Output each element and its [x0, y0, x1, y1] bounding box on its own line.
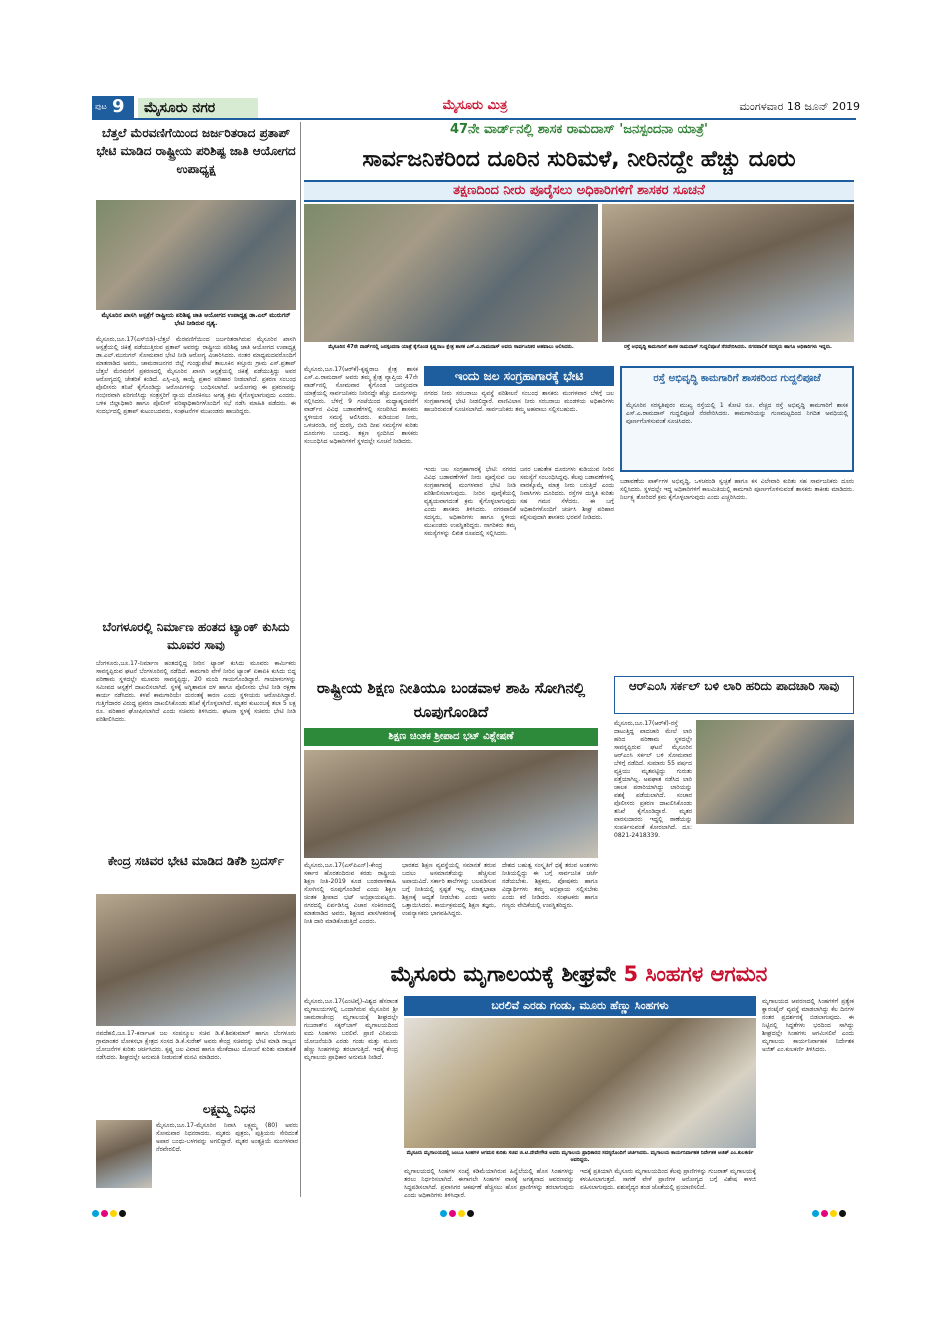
nep-body-col3: ದೇಶದ ಬಹುತ್ವ ಸಂಸ್ಕೃತಿಗೆ ಧಕ್ಕೆ ತರುವ ಅಂಶಗಳು ನೀತಿಯಲ್ಲಿದ್ದು ಈ ಬಗ್ಗೆ ಸಾರ್ವಜನಿಕ ಚರ್ಚೆ ನಡೆಯಬೇಕು. ಶಿಕ್ಷಕರು, ಪೋಷಕರು ಹಾಗೂ ವಿದ್ಯಾರ್ಥಿಗಳು ತಮ್ಮ ಅಭಿಪ್ರಾಯ ಸಲ್ಲಿಸಬೇಕು ಎಂದು ಕರೆ ನೀಡಿದರು. ಸಂಘಟಕರು ಹಾಗೂ ಗಣ್ಯರು ವೇದಿಕೆಯಲ್ಲಿ ಉಪಸ್ಥಿತರಿದ್ದರು. [502, 862, 598, 909]
lead-box-headline: ರಸ್ತೆ ಅಭಿವೃದ್ಧಿ ಕಾಮಗಾರಿಗೆ ಶಾಸಕರಿಂದ ಗುದ್ದಲಿಪೂಜೆ [653, 373, 821, 384]
page-tag [92, 96, 134, 118]
cyan-mark [92, 1210, 99, 1217]
lead-box-body: ಮೈಸೂರಿನ ಸರಸ್ವತಿಪುರಂ ಮುಖ್ಯ ರಸ್ತೆಯಲ್ಲಿ 1 ಕೋಟಿ ರೂ. ವೆಚ್ಚದ ರಸ್ತೆ ಅಭಿವೃದ್ಧಿ ಕಾಮಗಾರಿಗೆ ಶಾಸಕ ಎಸ್.ಎ.ರಾಮದಾಸ್ ಗುದ್ದಲಿಪೂಜೆ ನೆರವೇರಿಸಿದರು. ಕಾಮಗಾರಿಯನ್ನು ಗುಣಮಟ್ಟದಿಂದ ನಿಗದಿತ ಅವಧಿಯಲ್ಲಿ ಪೂರ್ಣಗೊಳಿಸುವಂತೆ ಸೂಚಿಸಿದರು. [626, 402, 848, 425]
lead-caption-right: ರಸ್ತೆ ಅಭಿವೃದ್ಧಿ ಕಾಮಗಾರಿಗೆ ಶಾಸಕ ರಾಮದಾಸ್ ಗುದ್ದಲಿಪೂಜೆ ನೆರವೇರಿಸಿದರು. ನಗರಪಾಲಿಕೆ ಸದಸ್ಯರು ಹಾಗೂ ಅಧಿಕಾರಿಗಳು ಇದ್ದರು. [624, 344, 832, 350]
lead-subhead: ತಕ್ಷಣದಿಂದ ನೀರು ಪೂರೈಸಲು ಅಧಿಕಾರಿಗಳಿಗೆ ಶಾಸಕರ ಸೂಚನೆ [304, 180, 854, 202]
zoo-headline-part1: ಮೈಸೂರು ಮೃಗಾಲಯಕ್ಕೆ ಶೀಘ್ರವೇ [390, 962, 617, 986]
masthead: ಮೈಸೂರು ಮಿತ್ರ [442, 98, 508, 113]
lead-body-col1: ಮೈಸೂರು,ಜೂ.17(ಆರ್‌ಕೆ)-ಕೃಷ್ಣರಾಜ ಕ್ಷೇತ್ರ ಶಾಸಕ ಎಸ್.ಎ.ರಾಮದಾಸ್ ಅವರು ತಮ್ಮ ಕ್ಷೇತ್ರ ವ್ಯಾಪ್ತಿಯ 47ನೇ ವಾರ್ಡ್‌ನಲ್ಲಿ ಸೋಮವಾರ ಕೈಗೊಂಡ ಜನಸ್ಪಂದನಾ ಯಾತ್ರೆಯಲ್ಲಿ ಸಾರ್ವಜನಿಕರು ನೀರಿನದ್ದೇ ಹೆಚ್ಚು ದೂರುಗಳನ್ನು ಸಲ್ಲಿಸಿದರು. ಬೆಳಿಗ್ಗೆ 9 ಗಂಟೆಯಿಂದ ಮಧ್ಯಾಹ್ನದವರೆಗೆ ವಾರ್ಡ್‌ನ ವಿವಿಧ ಬಡಾವಣೆಗಳಲ್ಲಿ ಸಂಚರಿಸಿದ ಶಾಸಕರು ಸ್ಥಳೀಯರ ಸಮಸ್ಯೆ ಆಲಿಸಿದರು. ಕುಡಿಯುವ ನೀರು, ಒಳಚರಂಡಿ, ರಸ್ತೆ ದುರಸ್ತಿ, ಬೀದಿ ದೀಪ ಸಮಸ್ಯೆಗಳ ಕುರಿತು ದೂರುಗಳು ಬಂದವು. ತಕ್ಷಣ ಸ್ಪಂದಿಸಿದ ಶಾಸಕರು ಸಂಬಂಧಿಸಿದ ಅಧಿಕಾರಿಗಳಿಗೆ ಸ್ಥಳದಲ್ಲೇ ಸೂಚನೆ ನೀಡಿದರು. [304, 366, 418, 445]
magenta-mark [101, 1210, 108, 1217]
zoo-body-col2: ಮೃಗಾಲಯದಲ್ಲಿ ಸಿಂಹಗಳ ಸಂಖ್ಯೆ ಕಡಿಮೆಯಾಗಿರುವ ಹಿನ್ನೆಲೆಯಲ್ಲಿ ಹೊಸ ಸಿಂಹಗಳನ್ನು ತರಲು ನಿರ್ಧರಿಸಲಾಗಿದೆ. ಈಗಾಗಲೇ ಸಿಂಹಗಳ ವಾಸಕ್ಕೆ ಅಗತ್ಯವಾದ ಆವರಣವನ್ನು ಸಿದ್ಧಪಡಿಸಲಾಗಿದೆ. ಪ್ರವಾಸಿಗರ ಆಕರ್ಷಣೆ ಹೆಚ್ಚಿಸಲು ಹೊಸ ಪ್ರಾಣಿಗಳನ್ನು ತರಲಾಗುವುದು ಎಂದು ಅಧಿಕಾರಿಗಳು ತಿಳಿಸಿದ್ದಾರೆ. [404, 1168, 574, 1198]
zoo-headline-part2: 5 ಸಿಂಹಗಳ ಆಗಮನ [623, 962, 768, 986]
lead-headline: ಸಾರ್ವಜನಿಕರಿಂದ ದೂರಿನ ಸುರಿಮಳೆ, ನೀರಿನದ್ದೇ ಹೆಚ್ಚು ದೂರು [362, 147, 796, 172]
lead-photo-right [602, 204, 854, 342]
accident-headline: ಆರ್‌ಎಂಸಿ ಸರ್ಕಲ್ ಬಳಿ ಲಾರಿ ಹರಿದು ಪಾದಚಾರಿ ಸಾವು [614, 676, 854, 714]
left-column-divider [300, 122, 301, 1197]
cyan-mark [812, 1210, 819, 1217]
lead-body-col3: ಜನರ ಬಹುತೇಕ ದೂರುಗಳು ಕುಡಿಯುವ ನೀರಿನ ಸಮಸ್ಯೆಗೆ ಸಂಬಂಧಿಸಿದ್ದವು. ಕೆಲವು ಬಡಾವಣೆಗಳಲ್ಲಿ ವಾರಕ್ಕೊಮ್ಮೆ ಮಾತ್ರ ನೀರು ಬರುತ್ತಿದೆ ಎಂದು ನಿವಾಸಿಗಳು ದೂರಿದರು. ರಸ್ತೆಗಳ ದುಸ್ಥಿತಿ ಕುರಿತು ಸಹ ಗಮನ ಸೆಳೆದರು. ಈ ಬಗ್ಗೆ ಅಧಿಕಾರಿಗಳೊಂದಿಗೆ ಚರ್ಚಿಸಿ ಶೀಘ್ರ ಪರಿಹಾರ ಕಲ್ಪಿಸುವುದಾಗಿ ಶಾಸಕರು ಭರವಸೆ ನೀಡಿದರು. [520, 466, 614, 521]
zoo-subhead: ಬರಲಿವೆ ಎರಡು ಗಂಡು, ಮೂರು ಹೆಣ್ಣು ಸಿಂಹಗಳು [404, 996, 756, 1016]
zoo-body-col4: ಮೃಗಾಲಯದ ಆವರಣದಲ್ಲಿ ಸಿಂಹಗಳಿಗೆ ಪ್ರತ್ಯೇಕ ಕ್ವಾರಂಟೈನ್ ವ್ಯವಸ್ಥೆ ಮಾಡಲಾಗಿದ್ದು ಕೆಲ ದಿನಗಳ ನಂತರ ಪ್ರದರ್ಶನಕ್ಕೆ ಬಿಡಲಾಗುವುದು. ಈ ನಿಟ್ಟಿನಲ್ಲಿ ಸಿದ್ಧತೆಗಳು ಭರದಿಂದ ಸಾಗಿದ್ದು ಶೀಘ್ರದಲ್ಲೇ ಸಿಂಹಗಳು ಆಗಮಿಸಲಿವೆ ಎಂದು ಮೃಗಾಲಯ ಕಾರ್ಯನಿರ್ವಾಹಕ ನಿರ್ದೇಶಕ ಅಜಿತ್ ಎಂ.ಕುಲಕರ್ಣಿ ತಿಳಿಸಿದರು. [762, 998, 854, 1053]
nep-subhead: ಶಿಕ್ಷಣ ಚಿಂತಕ ಶ್ರೀಪಾದ ಭಟ್ ವಿಶ್ಲೇಷಣೆ [304, 728, 598, 746]
nep-body-col2: ಭಾರತದ ಶಿಕ್ಷಣ ವ್ಯವಸ್ಥೆಯಲ್ಲಿ ಸಮಾನತೆ ತರುವ ಬದಲು ಅಸಮಾನತೆಯನ್ನು ಹೆಚ್ಚಿಸುವ ಅಪಾಯವಿದೆ. ಸರ್ಕಾರಿ ಶಾಲೆಗಳನ್ನು ಬಲಪಡಿಸುವ ಬಗ್ಗೆ ನೀತಿಯಲ್ಲಿ ಸ್ಪಷ್ಟತೆ ಇಲ್ಲ. ಮಾತೃಭಾಷಾ ಶಿಕ್ಷಣಕ್ಕೆ ಆದ್ಯತೆ ನೀಡಬೇಕು ಎಂದು ಅವರು ಒತ್ತಾಯಿಸಿದರು. ಕಾರ್ಯಕ್ರಮದಲ್ಲಿ ಶಿಕ್ಷಣ ತಜ್ಞರು, ಉಪನ್ಯಾಸಕರು ಭಾಗವಹಿಸಿದ್ದರು. [402, 862, 496, 917]
left-dk-photo [96, 894, 296, 1026]
lead-inset-body: ನಗರದ ನೀರು ಸರಬರಾಜು ವ್ಯವಸ್ಥೆ ಪರಿಶೀಲನೆ ಸಂಬಂಧ ಶಾಸಕರು ಮಂಗಳವಾರ ಬೆಳಿಗ್ಗೆ ಜಲ ಸಂಗ್ರಹಾಗಾರಕ್ಕೆ ಭೇಟಿ ನೀಡಲಿದ್ದಾರೆ. ವಾಣಿವಿಲಾಸ ನೀರು ಸರಬರಾಜು ಮಂಡಳಿಯ ಅಧಿಕಾರಿಗಳು ಹಾಜರಿರುವಂತೆ ಸೂಚಿಸಲಾಗಿದೆ. ಸಾರ್ವಜನಿಕರು ತಮ್ಮ ಅಹವಾಲು ಸಲ್ಲಿಸಬಹುದು. [424, 390, 614, 413]
lead-body-col2: ಇಂದು ಜಲ ಸಂಗ್ರಹಾಗಾರಕ್ಕೆ ಭೇಟಿ: ನಗರದ ವಿವಿಧ ಬಡಾವಣೆಗಳಿಗೆ ನೀರು ಪೂರೈಸುವ ಜಲ ಸಂಗ್ರಹಾಗಾರಕ್ಕೆ ಮಂಗಳವಾರ ಭೇಟಿ ನೀಡಿ ಪರಿಶೀಲಿಸಲಾಗುವುದು. ನೀರಿನ ಪೂರೈಕೆಯಲ್ಲಿ ವ್ಯತ್ಯಯವಾಗದಂತೆ ಕ್ರಮ ಕೈಗೊಳ್ಳಲಾಗುವುದು ಎಂದು ಶಾಸಕರು ತಿಳಿಸಿದರು. ನಗರಪಾಲಿಕೆ ಸದಸ್ಯರು, ಅಧಿಕಾರಿಗಳು ಹಾಗೂ ಸ್ಥಳೀಯ ಮುಖಂಡರು ಉಪಸ್ಥಿತರಿದ್ದರು. ನಾಗರಿಕರು ತಮ್ಮ ಸಮಸ್ಯೆಗಳನ್ನು ಲಿಖಿತ ರೂಪದಲ್ಲಿ ಸಲ್ಲಿಸಿದರು. [424, 466, 516, 537]
left-dk-headline: ಕೇಂದ್ರ ಸಚಿವರ ಭೇಟಿ ಮಾಡಿದ ಡಿಕೆಶಿ ಬ್ರದರ್ಸ್ [107, 854, 285, 868]
yellow-mark [830, 1210, 837, 1217]
lead-box [620, 366, 854, 472]
left-top-body: ಮೈಸೂರು,ಜೂ.17(ಎಸ್‌ಬಿಡಿ)-ಬೆತ್ತಲೆ ಮೆರವಣಿಗೆಯಿಂದ ಜರ್ಜರಿತರಾಗಿರುವ ಮೈಸೂರಿನ ಖಾಸಗಿ ಆಸ್ಪತ್ರೆಯಲ್ಲಿ ಚಿಕಿತ್ಸೆ ಪಡೆಯುತ್ತಿರುವ ಪ್ರತಾಪ್ ಅವರನ್ನು ರಾಷ್ಟ್ರೀಯ ಪರಿಶಿಷ್ಟ ಜಾತಿ ಆಯೋಗದ ಉಪಾಧ್ಯಕ್ಷ ಡಾ.ಎಲ್.ಮುರುಗನ್ ಸೋಮವಾರ ಭೇಟಿ ನೀಡಿ ಆರೋಗ್ಯ ವಿಚಾರಿಸಿದರು. ನಂತರ ಮಾಧ್ಯಮದವರೊಂದಿಗೆ ಮಾತನಾಡಿದ ಅವರು, ಚಾಮರಾಜನಗರ ಜಿಲ್ಲೆ ಗುಂಡ್ಲುಪೇಟೆ ತಾಲೂಕಿನ ಕಸ್ತೂರು ಗ್ರಾಮ ಎಸ್.ಪ್ರತಾಪ್ ಬೆತ್ತಲೆ ಮೆರವಣಿಗೆ ಪ್ರಕರಣದಲ್ಲಿ ಮೈಸೂರಿನ ಖಾಸಗಿ ಆಸ್ಪತ್ರೆಯಲ್ಲಿ ಚಿಕಿತ್ಸೆ ಪಡೆಯುತ್ತಿದ್ದು ಅವರ ಆರೋಗ್ಯದಲ್ಲಿ ಚೇತರಿಕೆ ಕಂಡಿದೆ. ಎಸ್ಸಿ-ಎಸ್ಟಿ ಕಾಯ್ದೆ ಪ್ರಕಾರ ಪರಿಹಾರ ನೀಡಲಾಗಿದೆ. ಪ್ರಕರಣ ಸಂಬಂಧ ಪೊಲೀಸರು ತನಿಖೆ ಕೈಗೊಂಡಿದ್ದು ಆರೋಪಿಗಳನ್ನು ಬಂಧಿಸಲಾಗಿದೆ. ಆಯೋಗವು ಈ ಪ್ರಕರಣವನ್ನು ಗಂಭೀರವಾಗಿ ಪರಿಗಣಿಸಿದ್ದು ಸಂತ್ರಸ್ತರಿಗೆ ನ್ಯಾಯ ದೊರಕಿಸಲು ಅಗತ್ಯ ಕ್ರಮ ಕೈಗೊಳ್ಳಲಾಗುವುದು ಎಂದರು. ಬಳಿಕ ಜಿಲ್ಲಾಧಿಕಾರಿ ಹಾಗೂ ಪೊಲೀಸ್ ವರಿಷ್ಠಾಧಿಕಾರಿಗಳೊಂದಿಗೆ ಸಭೆ ನಡೆಸಿ ಮಾಹಿತಿ ಪಡೆದರು. ಈ ಸಂದರ್ಭದಲ್ಲಿ ಪ್ರತಾಪ್ ಕುಟುಂಬದವರು, ಸಂಘಟನೆಗಳ ಮುಖಂಡರು ಹಾಜರಿದ್ದರು. [96, 336, 296, 415]
left-obit-headline: ಲಕ್ಷ್ಮಮ್ಮ ನಿಧನ [202, 1102, 256, 1116]
section-title: ಮೈಸೂರು ನಗರ [138, 98, 258, 118]
page-label: ಪುಟ [95, 102, 107, 111]
left-obit-body: ಮೈಸೂರು,ಜೂ.17-ಮೈಸೂರಿನ ನಿವಾಸಿ ಲಕ್ಷ್ಮಮ್ಮ (80) ಅವರು ಸೋಮವಾರ ನಿಧನರಾದರು. ಮೃತರು ಪುತ್ರರು, ಪುತ್ರಿಯರು ಸೇರಿದಂತೆ ಅಪಾರ ಬಂಧು-ಬಳಗವನ್ನು ಅಗಲಿದ್ದಾರೆ. ಮೃತರ ಅಂತ್ಯಕ್ರಿಯೆ ಮಂಗಳವಾರ ನೆರವೇರಲಿದೆ. [156, 1122, 298, 1153]
zoo-headline [304, 956, 854, 992]
lead-kicker: 47ನೇ ವಾರ್ಡ್‌ನಲ್ಲಿ ಶಾಸಕ ರಾಮದಾಸ್ 'ಜನಸ್ಪಂದನಾ ಯಾತ್ರೆ' [449, 122, 709, 137]
cyan-mark [440, 1210, 447, 1217]
zoo-caption: ಮೈಸೂರು ಮೃಗಾಲಯದಲ್ಲಿ ಜಂಬೂ ಸಿಂಹಗಳ ಆಗಮನ ಕುರಿತು ಸಚಿವ ಜಿ.ಟಿ.ದೇವೇಗೌಡ ಅವರು ಮೃಗಾಲಯ ಪ್ರಾಧಿಕಾರದ ಸದಸ್ಯರೊಂದಿಗೆ ಚರ್ಚಿಸಿದರು. ಮೃಗಾಲಯ ಕಾರ್ಯನಿರ್ವಾಹಕ ನಿರ್ದೇಶಕ ಅಜಿತ್ ಎಂ.ಕುಲಕರ್ಣಿ ಅವರಿದ್ದರು. [406, 1150, 754, 1163]
lead-inset-headline: ಇಂದು ಜಲ ಸಂಗ್ರಹಾಗಾರಕ್ಕೆ ಭೇಟಿ [424, 366, 614, 386]
lead-body-col4: ಬಡಾವಣೆಯ ಪಾರ್ಕ್‌ಗಳ ಅಭಿವೃದ್ಧಿ, ಒಳಚರಂಡಿ ಸ್ವಚ್ಛತೆ ಹಾಗೂ ಕಸ ವಿಲೇವಾರಿ ಕುರಿತು ಸಹ ಸಾರ್ವಜನಿಕರು ದೂರು ಸಲ್ಲಿಸಿದರು. ಸ್ಥಳದಲ್ಲೇ ಇದ್ದ ಅಧಿಕಾರಿಗಳಿಗೆ ಕಾಲಮಿತಿಯಲ್ಲಿ ಕಾಮಗಾರಿ ಪೂರ್ಣಗೊಳಿಸುವಂತೆ ಶಾಸಕರು ತಾಕೀತು ಮಾಡಿದರು. ನಿರ್ಲಕ್ಷ್ಯ ತೋರಿದರೆ ಕ್ರಮ ಕೈಗೊಳ್ಳಲಾಗುವುದು ಎಂದು ಎಚ್ಚರಿಸಿದರು. [620, 478, 854, 501]
zoo-body-col1: ಮೈಸೂರು,ಜೂ.17(ಎಂಟಿವೈ)-ವಿಶ್ವದ ಹೆಸರಾಂತ ಮೃಗಾಲಯಗಳಲ್ಲಿ ಒಂದಾಗಿರುವ ಮೈಸೂರಿನ ಶ್ರೀ ಚಾಮರಾಜೇಂದ್ರ ಮೃಗಾಲಯಕ್ಕೆ ಶೀಘ್ರದಲ್ಲೇ ಗುಜರಾತ್‌ನ ಸಕ್ಕರ್‌ಬಾಗ್ ಮೃಗಾಲಯದಿಂದ ಐದು ಸಿಂಹಗಳು ಬರಲಿವೆ. ಪ್ರಾಣಿ ವಿನಿಮಯ ಯೋಜನೆಯಡಿ ಎರಡು ಗಂಡು ಮತ್ತು ಮೂರು ಹೆಣ್ಣು ಸಿಂಹಗಳನ್ನು ತರಲಾಗುತ್ತಿದೆ. ಇದಕ್ಕೆ ಕೇಂದ್ರ ಮೃಗಾಲಯ ಪ್ರಾಧಿಕಾರ ಅನುಮತಿ ನೀಡಿದೆ. [304, 998, 398, 1061]
left-mid-headline: ಬೆಂಗಳೂರಲ್ಲಿ ನಿರ್ಮಾಣ ಹಂತದ ಟ್ಯಾಂಕ್ ಕುಸಿದು ಮೂವರ ಸಾವು [102, 620, 290, 652]
zoo-photo [404, 1018, 756, 1148]
nep-headline: ರಾಷ್ಟ್ರೀಯ ಶಿಕ್ಷಣ ನೀತಿಯೂ ಬಂಡವಾಳ ಶಾಹಿ ಸೋಗಿನಲ್ಲಿ ರೂಪುಗೊಂಡಿದೆ [316, 679, 586, 721]
zoo-body-col3: ಇದಕ್ಕೆ ಪ್ರತಿಯಾಗಿ ಮೈಸೂರು ಮೃಗಾಲಯದಿಂದ ಕೆಲವು ಪ್ರಾಣಿಗಳನ್ನು ಗುಜರಾತ್ ಮೃಗಾಲಯಕ್ಕೆ ಕಳುಹಿಸಲಾಗುತ್ತದೆ. ಸಾಗಣೆ ವೇಳೆ ಪ್ರಾಣಿಗಳ ಆರೋಗ್ಯದ ಬಗ್ಗೆ ವಿಶೇಷ ಕಾಳಜಿ ವಹಿಸಲಾಗುವುದು. ಪಶುವೈದ್ಯರ ತಂಡ ಜೊತೆಯಲ್ಲಿ ಪ್ರಯಾಣಿಸಲಿದೆ. [580, 1168, 756, 1191]
black-mark [119, 1210, 126, 1217]
nep-body-col1: ಮೈಸೂರು,ಜೂ.17(ಎಸ್‌ಪಿಎನ್)-ಕೇಂದ್ರ ಸರ್ಕಾರ ಹೊರತಂದಿರುವ ಕರಡು ರಾಷ್ಟ್ರೀಯ ಶಿಕ್ಷಣ ನೀತಿ-2019 ಕೂಡ ಬಂಡವಾಳಶಾಹಿ ಸೋಗಿನಲ್ಲಿ ರೂಪುಗೊಂಡಿದೆ ಎಂದು ಶಿಕ್ಷಣ ಚಿಂತಕ ಶ್ರೀಪಾದ ಭಟ್ ಅಭಿಪ್ರಾಯಪಟ್ಟರು. ನಗರದಲ್ಲಿ ಏರ್ಪಡಿಸಿದ್ದ ವಿಚಾರ ಸಂಕಿರಣದಲ್ಲಿ ಮಾತನಾಡಿದ ಅವರು, ಶಿಕ್ಷಣದ ಖಾಸಗೀಕರಣಕ್ಕೆ ನೀತಿ ದಾರಿ ಮಾಡಿಕೊಡುತ್ತಿದೆ ಎಂದರು. [304, 862, 396, 925]
accident-body: ಮೈಸೂರು,ಜೂ.17(ಆರ್‌ಕೆ)-ರಸ್ತೆ ದಾಟುತ್ತಿದ್ದ ಪಾದಚಾರಿ ಮೇಲೆ ಲಾರಿ ಹರಿದ ಪರಿಣಾಮ ಸ್ಥಳದಲ್ಲೇ ಸಾವನ್ನಪ್ಪಿರುವ ಘಟನೆ ಮೈಸೂರಿನ ಆರ್‌ಎಂಸಿ ಸರ್ಕಲ್ ಬಳಿ ಸೋಮವಾರ ಬೆಳಿಗ್ಗೆ ನಡೆದಿದೆ. ಸುಮಾರು 55 ವರ್ಷದ ವ್ಯಕ್ತಿಯು ಮೃತಪಟ್ಟಿದ್ದು ಗುರುತು ಪತ್ತೆಯಾಗಿಲ್ಲ. ಅಪಘಾತ ನಡೆಸಿದ ಲಾರಿ ಚಾಲಕ ಪರಾರಿಯಾಗಿದ್ದು ಲಾರಿಯನ್ನು ವಶಕ್ಕೆ ಪಡೆಯಲಾಗಿದೆ. ಸಂಚಾರ ಪೊಲೀಸರು ಪ್ರಕರಣ ದಾಖಲಿಸಿಕೊಂಡು ತನಿಖೆ ಕೈಗೊಂಡಿದ್ದಾರೆ. ಮೃತರ ವಾರಸುದಾರರು ಇದ್ದಲ್ಲಿ ಠಾಣೆಯನ್ನು ಸಂಪರ್ಕಿಸುವಂತೆ ಕೋರಲಾಗಿದೆ. ದೂ: 0821-2418339. [614, 720, 692, 839]
left-dk-body: ನವದೆಹಲಿ,ಜೂ.17-ಕರ್ನಾಟಕ ಜಲ ಸಂಪನ್ಮೂಲ ಸಚಿವ ಡಿ.ಕೆ.ಶಿವಕುಮಾರ್ ಹಾಗೂ ಬೆಂಗಳೂರು ಗ್ರಾಮಾಂತರ ಲೋಕಸಭಾ ಕ್ಷೇತ್ರದ ಸಂಸದ ಡಿ.ಕೆ.ಸುರೇಶ್ ಅವರು ಕೇಂದ್ರ ಸಚಿವರನ್ನು ಭೇಟಿ ಮಾಡಿ ರಾಜ್ಯದ ಯೋಜನೆಗಳ ಕುರಿತು ಚರ್ಚಿಸಿದರು. ಕೃಷ್ಣ ಜಲ ವಿವಾದ ಹಾಗೂ ಮೇಕೆದಾಟು ಯೋಜನೆ ಕುರಿತು ಮಾತುಕತೆ ನಡೆಸಿದರು. ಶೀಘ್ರದಲ್ಲೇ ಅನುಮತಿ ನೀಡುವಂತೆ ಮನವಿ ಮಾಡಿದರು. [96, 1030, 296, 1061]
left-top-caption: ಮೈಸೂರಿನ ಖಾಸಗಿ ಆಸ್ಪತ್ರೆಗೆ ರಾಷ್ಟ್ರೀಯ ಪರಿಶಿಷ್ಟ ಜಾತಿ ಆಯೋಗದ ಉಪಾಧ್ಯಕ್ಷ ಡಾ.ಎಲ್ ಮುರುಗನ್ ಭೇಟಿ ನೀಡಿರುವ ದೃಶ್ಯ. [101, 312, 291, 327]
page-date: ಮಂಗಳವಾರ 18 ಜೂನ್ 2019 [739, 100, 860, 113]
nep-photo [304, 750, 598, 858]
obit-portrait [96, 1120, 152, 1188]
footer-registration-marks [0, 1202, 945, 1212]
accident-photo [696, 720, 854, 824]
black-mark [467, 1210, 474, 1217]
left-top-headline: ಬೆತ್ತಲೆ ಮೆರವಣಿಗೆಯಿಂದ ಜರ್ಜರಿತರಾದ ಪ್ರತಾಪ್ ಭೇಟಿ ಮಾಡಿದ ರಾಷ್ಟ್ರೀಯ ಪರಿಶಿಷ್ಟ ಜಾತಿ ಆಯೋಗದ ಉಪಾಧ್ಯಕ್ಷ [96, 126, 296, 176]
yellow-mark [458, 1210, 465, 1217]
lead-caption-left: ಮೈಸೂರಿನ 47ನೇ ವಾರ್ಡ್‌ನಲ್ಲಿ ಜನಸ್ಪಂದನಾ ಯಾತ್ರೆ ಕೈಗೊಂಡ ಕೃಷ್ಣರಾಜ ಕ್ಷೇತ್ರ ಶಾಸಕ ಎಸ್.ಎ.ರಾಮದಾಸ್ ಅವರು ಸಾರ್ವಜನಿಕರ ಅಹವಾಲು ಆಲಿಸಿದರು. [328, 344, 574, 350]
page-number: 9 [112, 96, 125, 117]
yellow-mark [110, 1210, 117, 1217]
black-mark [839, 1210, 846, 1217]
magenta-mark [449, 1210, 456, 1217]
lead-photo-left [304, 204, 598, 342]
left-top-photo [96, 200, 296, 310]
magenta-mark [821, 1210, 828, 1217]
left-mid-body: ಬೆಂಗಳೂರು,ಜೂ.17-ನಿರ್ಮಾಣ ಹಂತದಲ್ಲಿದ್ದ ನೀರಿನ ಟ್ಯಾಂಕ್ ಕುಸಿದು ಮೂವರು ಕಾರ್ಮಿಕರು ಸಾವನ್ನಪ್ಪಿರುವ ಘಟನೆ ಬೆಂಗಳೂರಿನಲ್ಲಿ ನಡೆದಿದೆ. ಕಾಮಗಾರಿ ವೇಳೆ ನೀರಿನ ಟ್ಯಾಂಕ್ ಏಕಾಏಕಿ ಕುಸಿದು ಬಿದ್ದ ಪರಿಣಾಮ ಸ್ಥಳದಲ್ಲೇ ಮೂವರು ಸಾವನ್ನಪ್ಪಿದ್ದು, 20 ಮಂದಿ ಗಾಯಗೊಂಡಿದ್ದಾರೆ. ಗಾಯಾಳುಗಳನ್ನು ಸಮೀಪದ ಆಸ್ಪತ್ರೆಗೆ ದಾಖಲಿಸಲಾಗಿದೆ. ಸ್ಥಳಕ್ಕೆ ಅಗ್ನಿಶಾಮಕ ದಳ ಹಾಗೂ ಪೊಲೀಸರು ಭೇಟಿ ನೀಡಿ ರಕ್ಷಣಾ ಕಾರ್ಯ ನಡೆಸಿದರು. ಕಳಪೆ ಕಾಮಗಾರಿಯೇ ದುರಂತಕ್ಕೆ ಕಾರಣ ಎಂದು ಸ್ಥಳೀಯರು ಆರೋಪಿಸಿದ್ದಾರೆ. ಗುತ್ತಿಗೆದಾರರ ವಿರುದ್ಧ ಪ್ರಕರಣ ದಾಖಲಿಸಿಕೊಂಡು ತನಿಖೆ ಕೈಗೊಳ್ಳಲಾಗಿದೆ. ಮೃತರ ಕುಟುಂಬಕ್ಕೆ ತಲಾ 5 ಲಕ್ಷ ರೂ. ಪರಿಹಾರ ಘೋಷಿಸಲಾಗಿದೆ ಎಂದು ಸಚಿವರು ತಿಳಿಸಿದರು. ಘಟನಾ ಸ್ಥಳಕ್ಕೆ ಸಚಿವರು ಭೇಟಿ ನೀಡಿ ಪರಿಶೀಲಿಸಿದರು. [96, 660, 296, 723]
header-rule [92, 118, 856, 120]
